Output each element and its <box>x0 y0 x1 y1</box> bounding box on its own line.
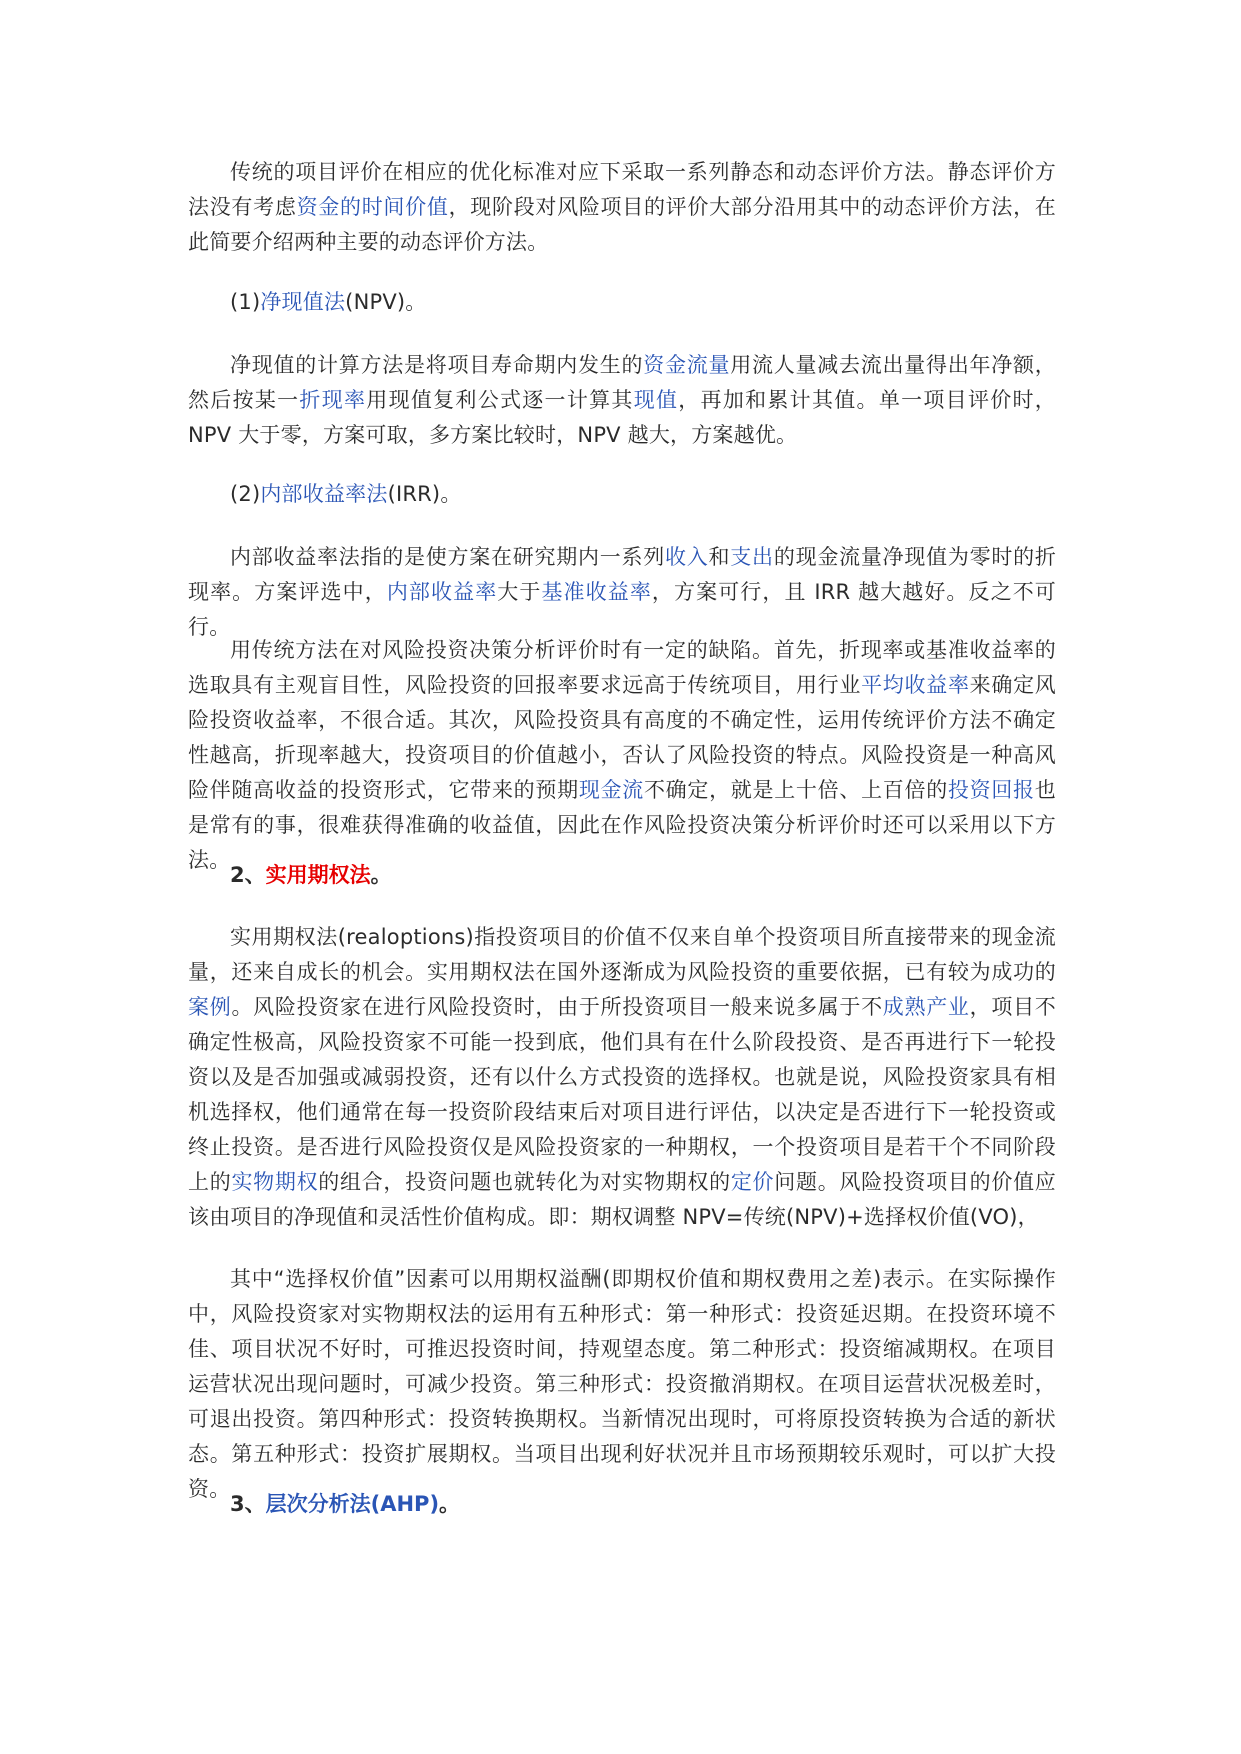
link-mature-industry[interactable]: 成熟产业 <box>882 995 970 1019</box>
paragraph-text: 内部收益率法指的是使方案在研究期内一系列 <box>230 545 666 569</box>
subheading-number: (1) <box>230 290 261 314</box>
link-pricing[interactable]: 定价 <box>730 1170 775 1194</box>
heading-number: 2、 <box>230 863 266 887</box>
paragraph-text: 用传统方法在对风险投资决策分析评价时有一定的缺陷。首先，折现率或基准收益率的选取具有主观盲目性，风险投资的回报率要求远高于传统项目，用行业 <box>188 638 1056 697</box>
paragraph-text: 传统的项目评价在相应的优化标准对应下采取一系列静态和动态评价方法。静态评价方法没有考虑 <box>188 160 1056 219</box>
heading-end: 。 <box>370 863 392 887</box>
paragraph-text: 来确定风险投资收益率，不很合适。其次，风险投资具有高度的不确定性，运用传统评价方法不确定性越高，折现率越大，投资项目的价值越小，否认了风险投资的特点。风险投资是一种高风险伴随高收益的投资形式，它带来的预期 <box>188 673 1056 802</box>
subheading-text: (IRR)。 <box>387 482 462 506</box>
paragraph-npv <box>188 348 1056 453</box>
paragraph-text: 用现值复利公式逐一计算其 <box>366 388 634 412</box>
paragraph-text: ，方案可行，且 IRR 越大越好。反之不可行。 <box>188 580 1056 639</box>
link-benchmark-rate[interactable]: 基准收益率 <box>541 580 652 604</box>
link-irr-method[interactable]: 内部收益率法 <box>260 482 388 506</box>
link-discount-rate[interactable]: 折现率 <box>299 388 367 412</box>
link-case[interactable]: 案例 <box>188 995 232 1019</box>
paragraph-text: ，现阶段对风险项目的评价大部分沿用其中的动态评价方法，在此简要介绍两种主要的动态评价方法。 <box>188 195 1056 254</box>
paragraph-text: 用流人量减去流出量得出年净额，然后按某一 <box>188 353 1056 412</box>
subheading-text: (NPV)。 <box>345 290 427 314</box>
link-investment-return[interactable]: 投资回报 <box>947 778 1035 802</box>
paragraph-text: ，项目不确定性极高，风险投资家不可能一投到底，他们具有在什么阶段投资、是否再进行下一轮投资以及是否加强或减弱投资，还有以什么方式投资的选择权。也就是说，风险投资家具有相机选择权，他们通常在每一投资阶段结束后对项目进行评估，以决定是否进行下一轮投资或终止投资。是否进行风险投资仅是风险投资家的一种期权，一个投资项目是若干个不同阶段上的 <box>188 995 1056 1194</box>
link-expenditure[interactable]: 支出 <box>730 545 774 569</box>
link-real-options[interactable]: 实物期权 <box>231 1170 319 1194</box>
section-heading-real-options <box>188 858 1098 893</box>
link-average-yield[interactable]: 平均收益率 <box>861 673 970 697</box>
paragraph-intro <box>188 155 1056 260</box>
subheading-number: (2) <box>230 482 261 506</box>
paragraph-text: 也是常有的事，很难获得准确的收益值，因此在作风险投资决策分析评价时还可以采用以下方法。 <box>188 778 1056 872</box>
paragraph-irr <box>188 540 1056 645</box>
heading-title-link[interactable]: 层次分析法(AHP) <box>265 1492 440 1516</box>
paragraph-real-options <box>188 920 1056 1235</box>
paragraph-text: 和 <box>708 545 731 569</box>
heading-number: 3、 <box>230 1492 266 1516</box>
heading-title-link[interactable]: 实用期权法 <box>265 863 371 887</box>
link-cash-flow[interactable]: 资金流量 <box>643 353 731 377</box>
link-cash-flow-2[interactable]: 现金流 <box>578 778 644 802</box>
paragraph-text: 实用期权法(realoptions)指投资项目的价值不仅来自单个投资项目所直接带来的现金流量，还来自成长的机会。实用期权法在国外逐渐成为风险投资的重要依据，已有较为成功的 <box>188 925 1056 984</box>
paragraph-text: ，再加和累计其值。单一项目评价时，NPV 大于零，方案可取，多方案比较时，NPV 越大，方案越优。 <box>188 388 1056 447</box>
heading-end: 。 <box>439 1492 461 1516</box>
subheading-irr <box>188 477 1056 512</box>
section-heading-ahp <box>188 1487 1098 1522</box>
paragraph-text: 的现金流量净现值为零时的折现率。方案评选中， <box>188 545 1057 604</box>
paragraph-traditional-limitations <box>188 633 1056 878</box>
link-income[interactable]: 收入 <box>665 545 709 569</box>
paragraph-text: 净现值的计算方法是将项目寿命期内发生的 <box>230 353 644 377</box>
paragraph-text: 不确定，就是上十倍、上百倍的 <box>643 778 948 802</box>
paragraph-text: 。风险投资家在进行风险投资时，由于所投资项目一般来说多属于不 <box>231 995 883 1019</box>
link-present-value[interactable]: 现值 <box>633 388 679 412</box>
paragraph-text: 问题。风险投资项目的价值应该由项目的净现值和灵活性价值构成。即：期权调整 NPV=传统(NPV)+选择权价值(VO)， <box>188 1170 1057 1229</box>
paragraph-text: 其中“选择权价值”因素可以用期权溢酬(即期权价值和期权费用之差)表示。在实际操作中，风险投资家对实物期权法的运用有五种形式：第一种形式：投资延迟期。在投资环境不佳、项目状况不好时，可推迟投资时间，持观望态度。第二种形式：投资缩减期权。在项目运营状况出现问题时，可减少投资。第三种形式：投资撤消期权。在项目运营状况极差时，可退出投资。第四种形式：投资转换期权。当新情况出现时，可将原投资转换为合适的新状态。第五种形式：投资扩展期权。当项目出现利好状况并且市场预期较乐观时，可以扩大投资。 <box>188 1267 1056 1501</box>
paragraph-option-forms <box>188 1262 1056 1507</box>
subheading-npv <box>188 285 1056 320</box>
paragraph-text: 大于 <box>497 580 542 604</box>
link-time-value-of-money[interactable]: 资金的时间价值 <box>296 195 449 219</box>
link-npv-method[interactable]: 净现值法 <box>260 290 346 314</box>
paragraph-text: 的组合，投资问题也就转化为对实物期权的 <box>318 1170 731 1194</box>
link-internal-rate-of-return[interactable]: 内部收益率 <box>386 580 498 604</box>
